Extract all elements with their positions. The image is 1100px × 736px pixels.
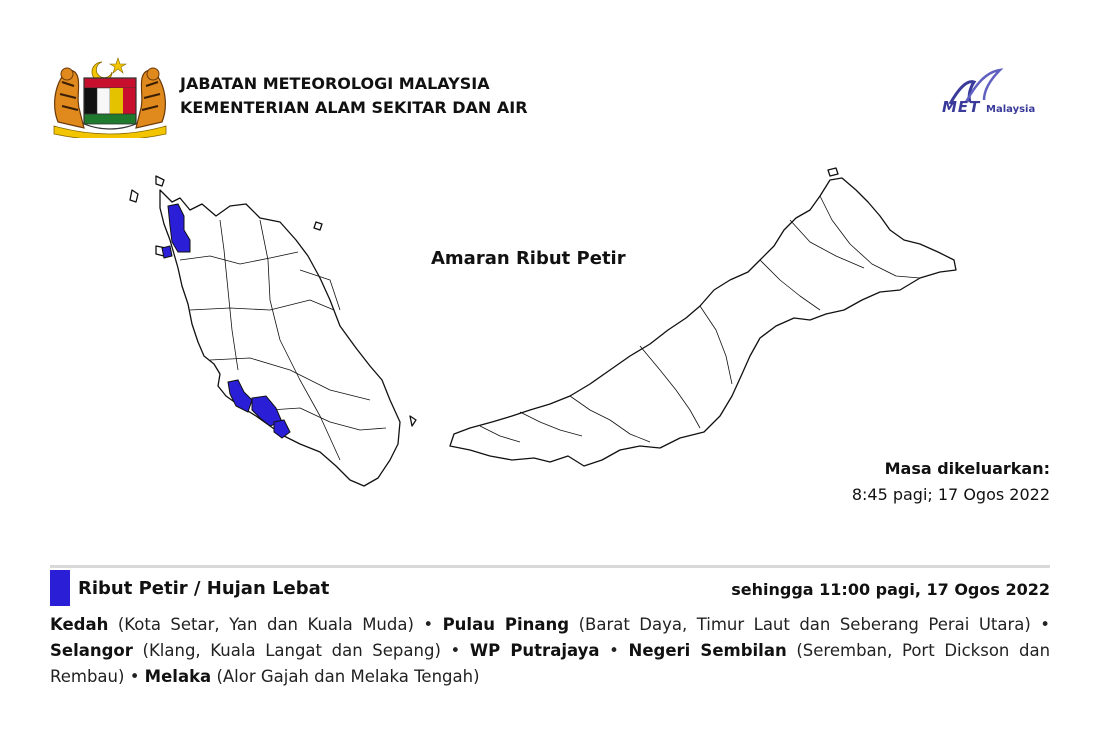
warning-valid-until: sehingga 11:00 pagi, 17 Ogos 2022: [731, 580, 1050, 599]
area-state: Selangor: [50, 641, 133, 660]
peninsular-malaysia: [160, 190, 400, 486]
area-separator: •: [129, 667, 140, 686]
legend-color-swatch: [50, 570, 70, 606]
issued-time-value: 8:45 pagi; 17 Ogos 2022: [851, 485, 1050, 504]
map-title: Amaran Ribut Petir: [431, 248, 626, 269]
area-separator: •: [450, 641, 461, 660]
area-districts: (Klang, Kuala Langat dan Sepang): [142, 641, 441, 660]
area-separator: •: [423, 615, 434, 634]
area-state: Kedah: [50, 615, 109, 634]
area-separator: •: [1040, 615, 1051, 634]
met-logo-text: MET: [942, 98, 981, 116]
east-malaysia: [450, 178, 956, 466]
warning-area-pulau-pinang: [162, 246, 172, 258]
met-malaysia-logo: [930, 66, 1050, 122]
area-state: WP Putrajaya: [469, 641, 600, 660]
met-logo-subtext: Malaysia: [986, 104, 1036, 115]
area-districts: (Alor Gajah dan Melaka Tengah): [216, 667, 480, 686]
affected-areas: [50, 612, 1050, 690]
area-state: Negeri Sembilan: [628, 641, 787, 660]
area-state: Pulau Pinang: [442, 615, 570, 634]
warning-category: Ribut Petir / Hujan Lebat: [78, 578, 330, 599]
issued-time-block: [852, 456, 1050, 508]
ministry-name: KEMENTERIAN ALAM SEKITAR DAN AIR: [180, 98, 528, 117]
organisation-name: JABATAN METEOROLOGI MALAYSIA: [180, 74, 490, 93]
coat-of-arms-logo: [50, 52, 170, 138]
organisation-header: [180, 72, 528, 120]
area-districts: (Kota Setar, Yan dan Kuala Muda): [117, 615, 414, 634]
area-separator: •: [609, 641, 619, 660]
section-divider: [50, 565, 1050, 568]
area-districts: (Seremban, Port Dickson dan Rembau): [50, 641, 1051, 686]
area-districts: (Barat Daya, Timur Laut dan Seberang Perai Utara): [578, 615, 1031, 634]
issued-time-label: Masa dikeluarkan:: [884, 459, 1050, 478]
area-state: Melaka: [144, 667, 212, 686]
